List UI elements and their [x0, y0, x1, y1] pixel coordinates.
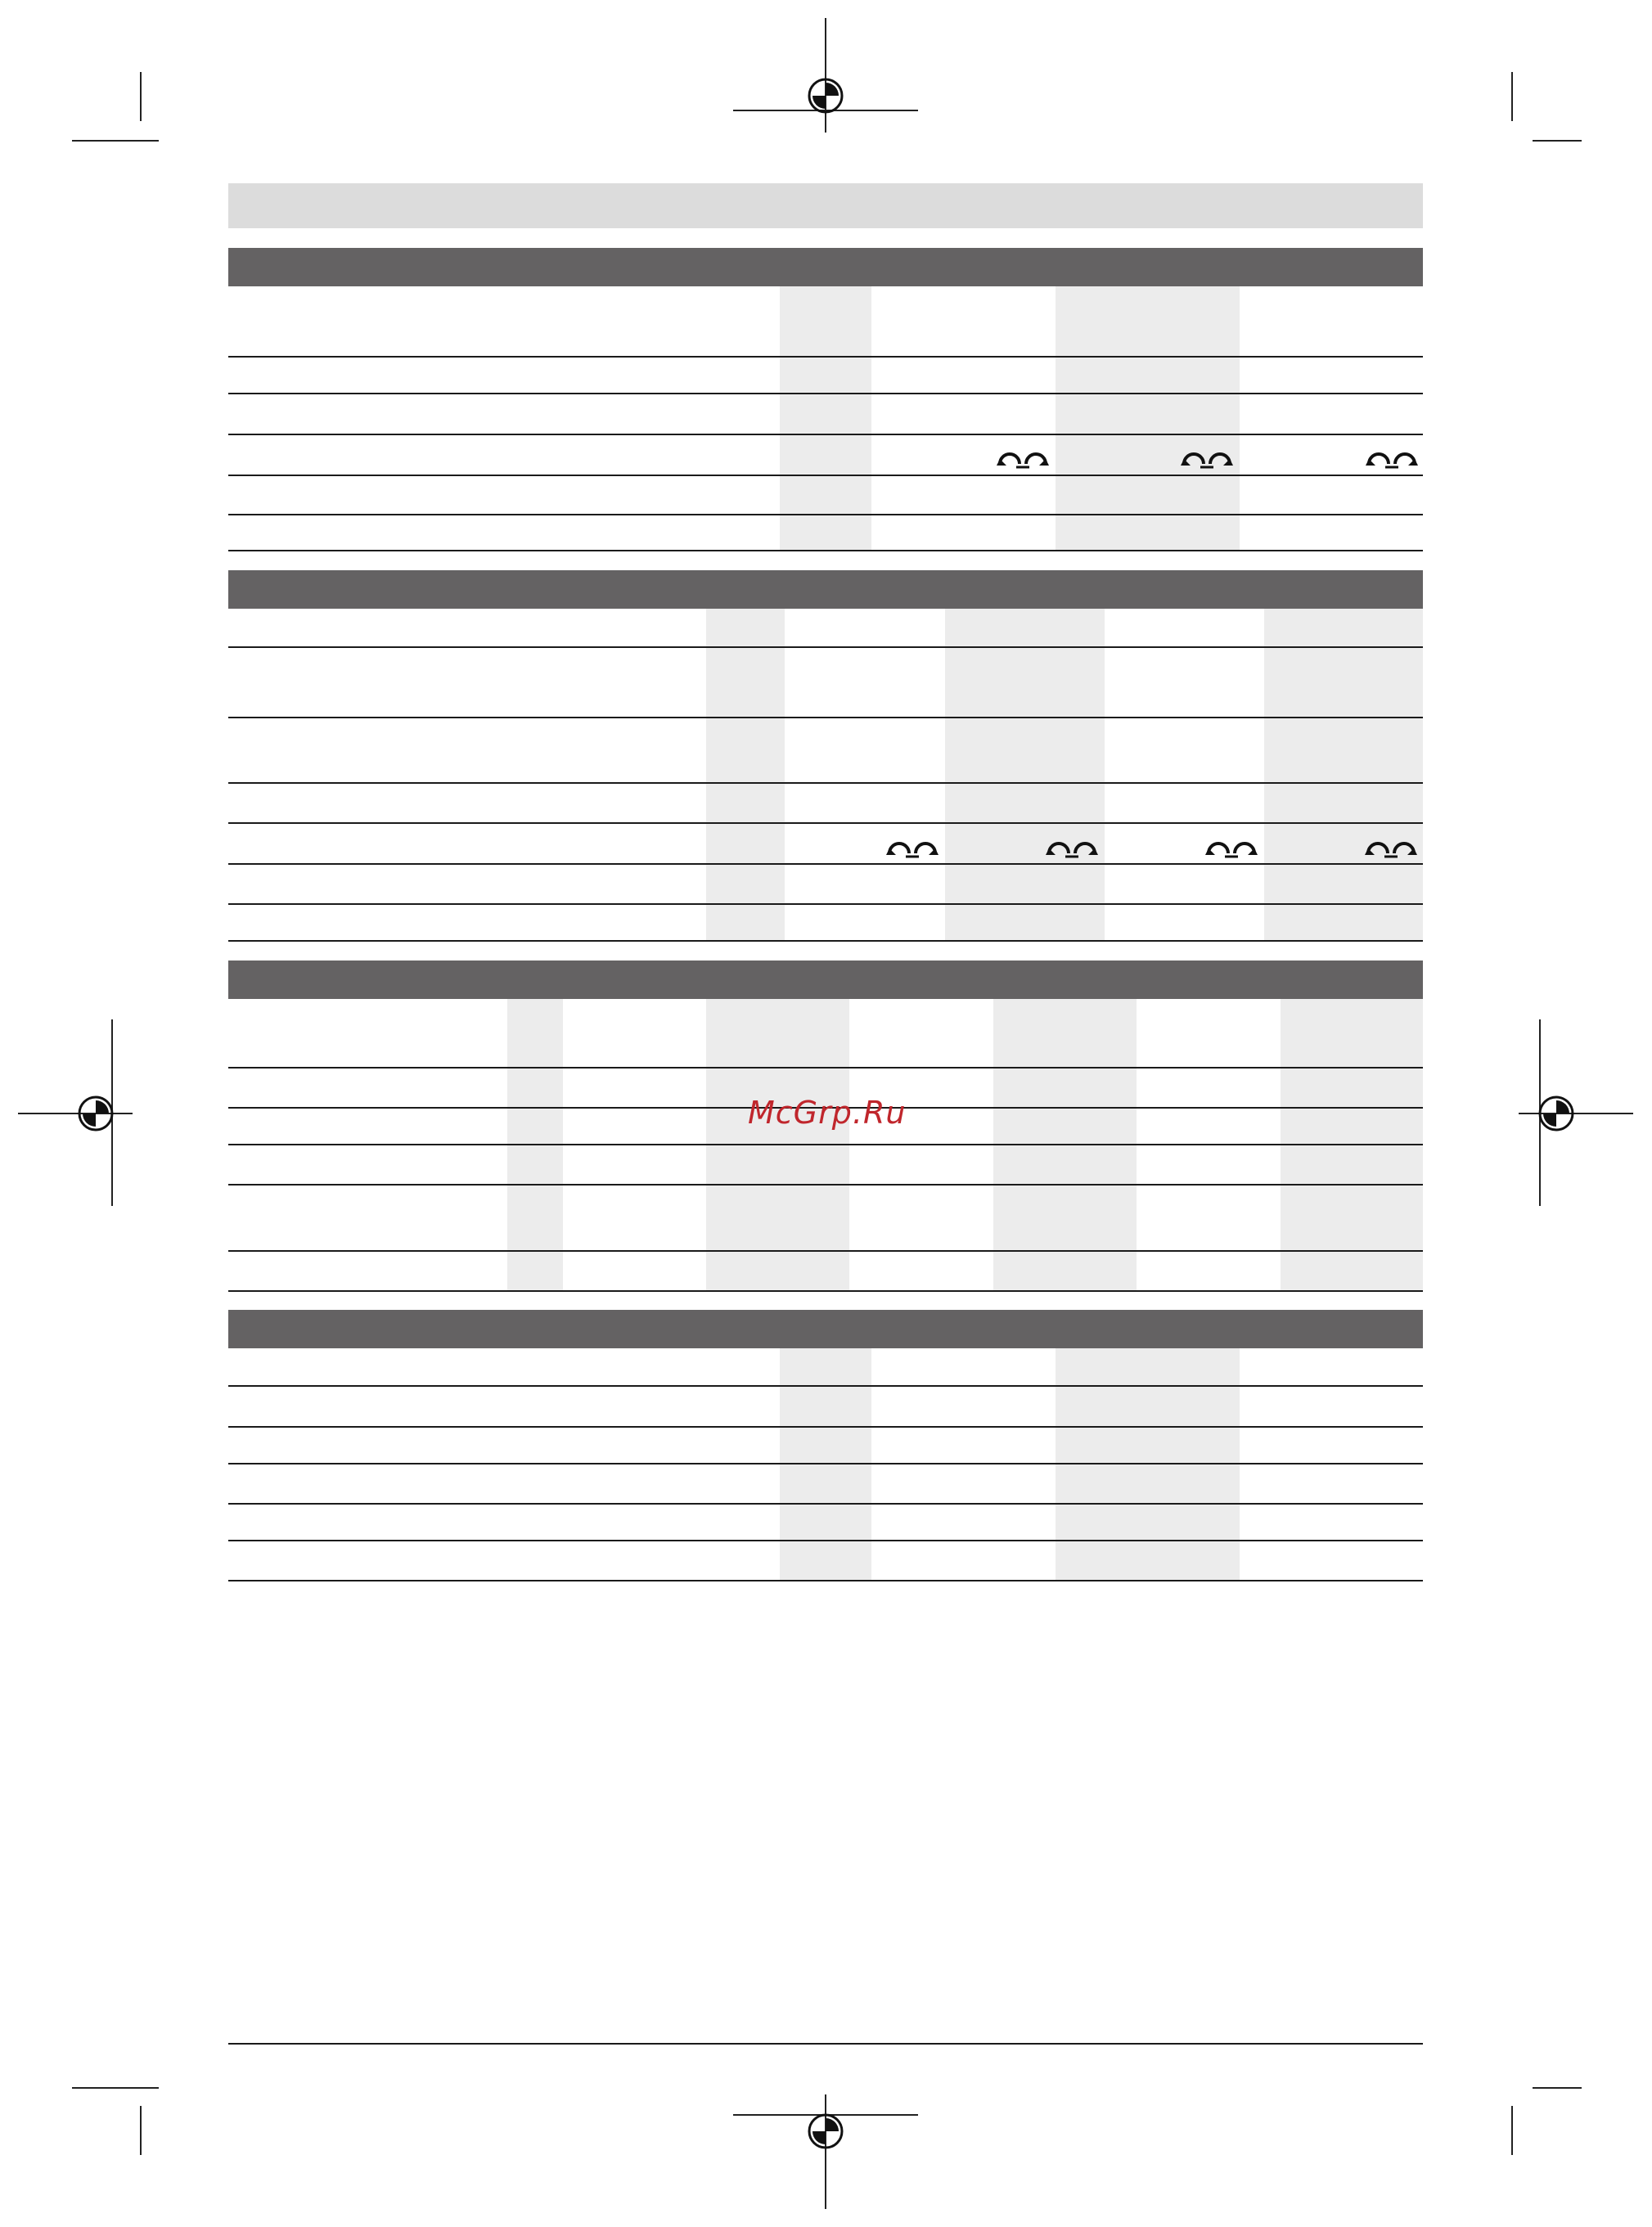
table-row-divider — [228, 1503, 1423, 1505]
table-row-divider — [228, 1426, 1423, 1428]
crop-mark — [140, 2106, 142, 2155]
table-row-divider — [228, 822, 1423, 824]
table-row-divider — [228, 646, 1423, 648]
table-row-divider — [228, 1250, 1423, 1252]
table-3-header-band — [228, 961, 1423, 999]
table-row-divider — [228, 514, 1423, 515]
crop-mark — [72, 2087, 159, 2089]
registration-mark-icon — [807, 2112, 844, 2150]
rotation-direction-icon — [1363, 829, 1419, 862]
crop-mark — [1519, 1113, 1633, 1114]
table-row-divider — [228, 1463, 1423, 1464]
table-1-shaded-column — [780, 286, 871, 550]
crop-mark — [1511, 72, 1513, 121]
watermark: McGrp.Ru — [748, 1095, 907, 1131]
registration-mark-icon — [1537, 1095, 1575, 1132]
crop-mark — [825, 2094, 826, 2209]
table-row-divider — [228, 1184, 1423, 1185]
crop-mark — [1533, 2087, 1582, 2089]
crop-mark — [72, 140, 159, 142]
table-2-shaded-column — [945, 609, 1105, 941]
table-row-divider — [228, 1580, 1423, 1581]
crop-mark — [140, 72, 142, 121]
table-2-shaded-column — [706, 609, 785, 941]
table-row-divider — [228, 356, 1423, 358]
rotation-direction-icon — [1204, 829, 1259, 862]
table-row-divider — [228, 940, 1423, 942]
table-row-divider — [228, 1144, 1423, 1145]
table-2-shaded-column — [1264, 609, 1423, 941]
registration-mark-icon — [77, 1095, 115, 1132]
table-4-header-band — [228, 1310, 1423, 1348]
rotation-direction-icon — [1364, 439, 1420, 472]
crop-mark — [18, 1113, 133, 1114]
rotation-direction-icon — [995, 439, 1051, 472]
footer-rule — [228, 2043, 1423, 2045]
table-row-divider — [228, 717, 1423, 718]
table-row-divider — [228, 1290, 1423, 1292]
rotation-direction-icon — [1179, 439, 1235, 472]
crop-mark — [1533, 140, 1582, 142]
table-row-divider — [228, 475, 1423, 476]
crop-mark — [1511, 2106, 1513, 2155]
table-row-divider — [228, 550, 1423, 551]
table-1-shaded-column — [1056, 286, 1240, 550]
table-row-divider — [228, 393, 1423, 394]
table-4-shaded-column — [780, 1348, 871, 1581]
crop-mark — [825, 18, 826, 133]
rotation-direction-icon — [885, 829, 940, 862]
table-row-divider — [228, 1540, 1423, 1541]
table-2-header-band — [228, 570, 1423, 609]
table-row-divider — [228, 903, 1423, 905]
table-row-divider — [228, 1067, 1423, 1069]
registration-mark-icon — [807, 77, 844, 115]
table-row-divider — [228, 434, 1423, 435]
table-row-divider — [228, 1385, 1423, 1387]
table-row-divider — [228, 863, 1423, 865]
table-1-header-band — [228, 248, 1423, 286]
table-4-shaded-column — [1056, 1348, 1240, 1581]
rotation-direction-icon — [1044, 829, 1100, 862]
page-header-band — [228, 183, 1423, 228]
table-row-divider — [228, 782, 1423, 784]
